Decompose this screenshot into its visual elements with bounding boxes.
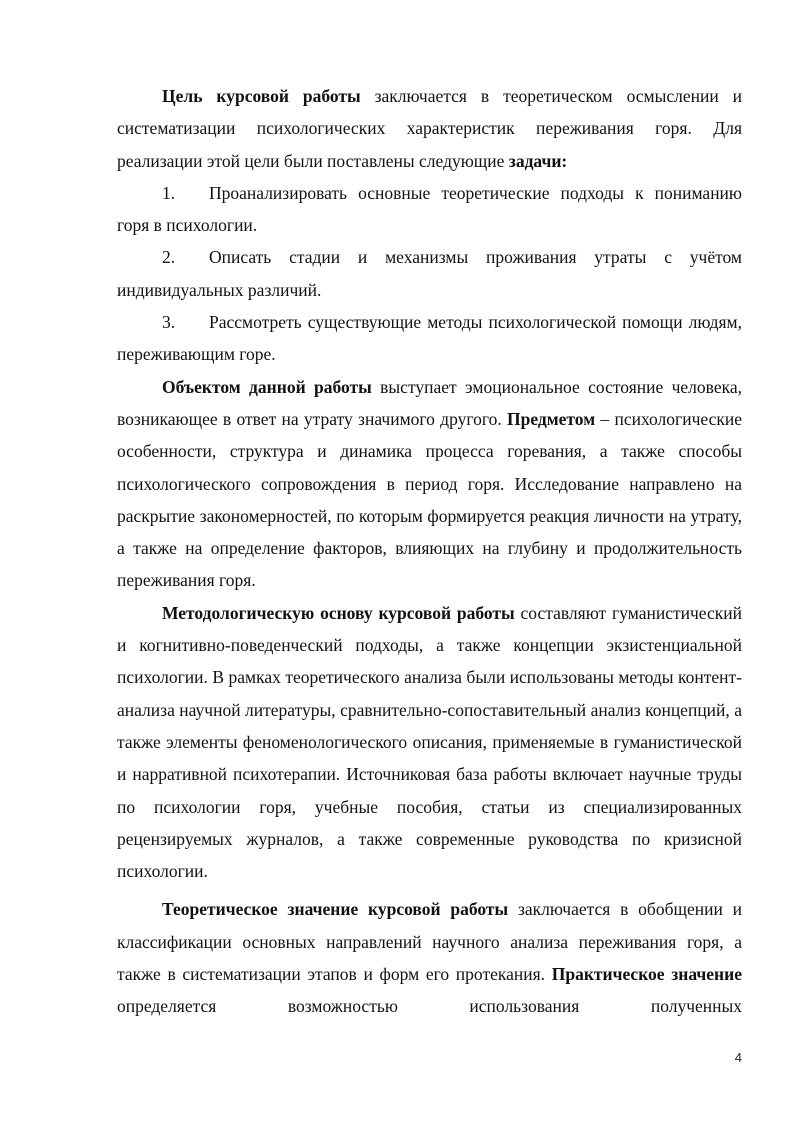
theoretical-significance-heading: Теоретическое значение курсовой работы	[162, 899, 509, 920]
subject-text: – психологические особенности, структура и динамика процесса горевания, а также способы психологического сопровождения в период горя. Исследование направлено на раскрытие закономерностей, по которым формируется реакция личности на утрату, а также на определение факторов, влияющих на глубину и продолжительность переживания горя.	[117, 408, 742, 591]
list-item	[117, 306, 742, 371]
document-body	[117, 80, 742, 1023]
methodology-heading: Методологическую основу курсовой работы	[162, 602, 515, 623]
tasks-label: задачи:	[508, 150, 568, 171]
list-text: Рассмотреть существующие методы психологической помощи людям, переживающим горе.	[117, 312, 742, 365]
paragraph-methodology	[117, 597, 742, 888]
list-text: Описать стадии и механизмы проживания утраты с учётом индивидуальных различий.	[117, 247, 742, 300]
theoretical-significance-text: заключается в обобщении и классификации основных направлений научного анализа переживания горя, а также в систематизации этапов и форм его протекания.	[117, 899, 742, 985]
paragraph-object	[117, 371, 742, 597]
paragraph-goal	[117, 80, 742, 177]
list-item	[117, 241, 742, 306]
subject-heading: Предметом	[507, 408, 596, 429]
list-item	[117, 177, 742, 242]
goal-text: заключается в теоретическом осмыслении и систематизации психологических характеристик переживания горя. Для реализации этой цели были поставлены следующие	[117, 86, 743, 171]
methodology-text: составляют гуманистический и когнитивно-поведенческий подходы, а также концепции экзистенциальной психологии. В рамках теоретического анализа были использованы методы контент-анализа научной литературы, сравнительно-сопоставительный анализ концепций, а также элементы феноменологического описания, применяемые в гуманистической и нарративной психотерапии. Источниковая база работы включает научные труды по психологии горя, учебные пособия, статьи из специализированных рецензируемых журналов, а также современные руководства по кризисной психологии.	[117, 602, 742, 882]
list-text: Проанализировать основные теоретические подходы к пониманию горя в психологии.	[117, 182, 742, 236]
list-number: 2.	[162, 247, 176, 268]
paragraph-significance	[117, 893, 742, 1022]
practical-significance-text: определяется возможностью использования полученных	[117, 996, 742, 1017]
object-text: выступает эмоциональное состояние человека, возникающее в ответ на утрату значимого другого.	[117, 376, 742, 429]
page-number: 4	[734, 1050, 742, 1065]
list-number: 3.	[162, 312, 176, 333]
goal-heading: Цель курсовой работы	[162, 86, 361, 106]
list-number: 1.	[162, 182, 176, 203]
object-heading: Объектом данной работы	[162, 376, 372, 397]
practical-significance-heading: Практическое значение	[551, 964, 742, 985]
